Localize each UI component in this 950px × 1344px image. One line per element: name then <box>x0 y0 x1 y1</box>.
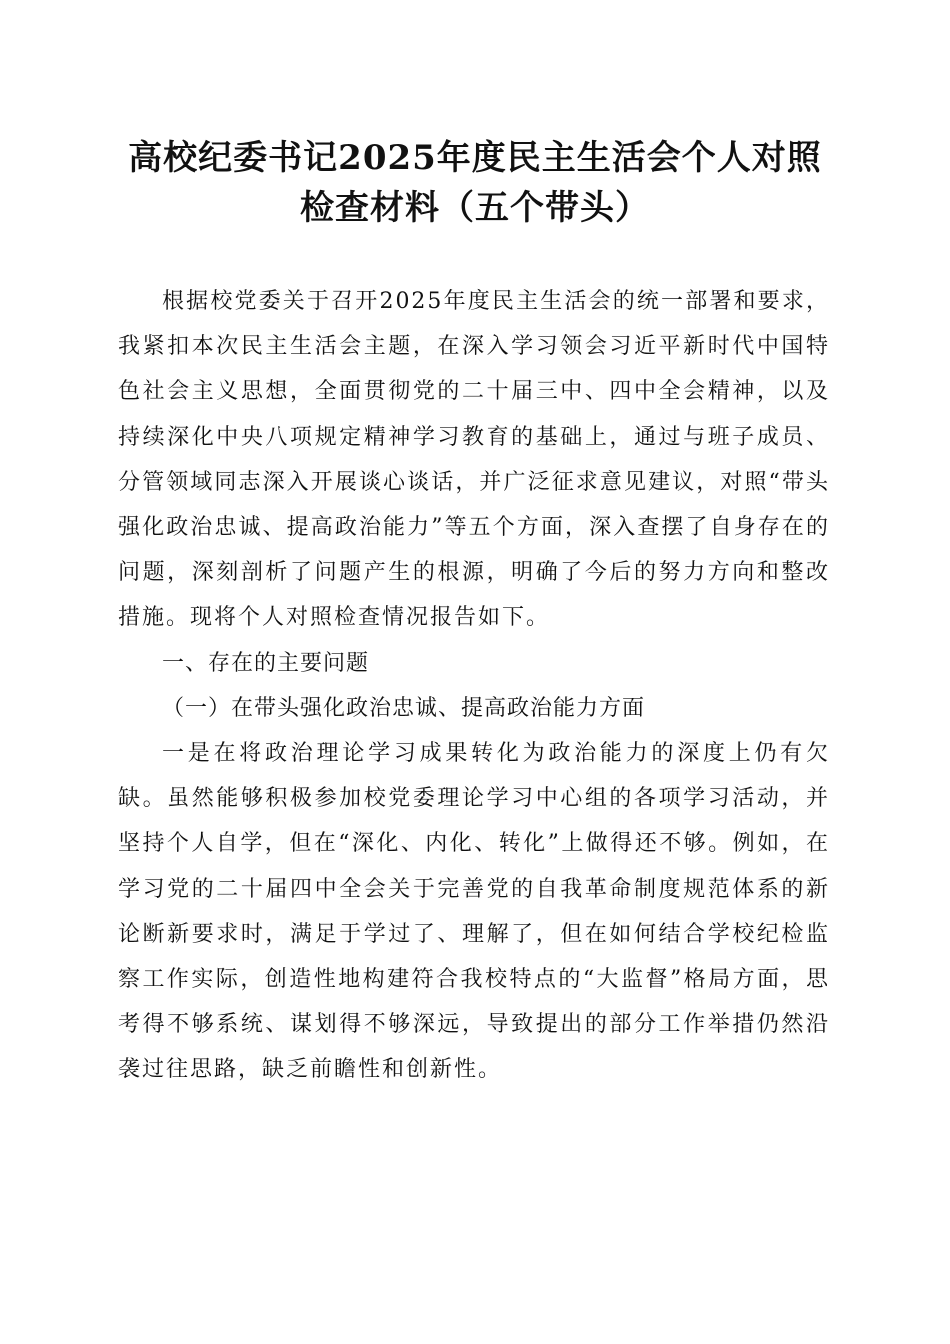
section-heading: 一、存在的主要问题 <box>162 650 370 676</box>
document-body <box>118 279 830 1093</box>
point-one-paragraph: 一是在将政治理论学习成果转化为政治能力的深度上仍有欠缺。虽然能够积极参加校党委理论学习中心组的各项学习活动，并坚持个人自学，但在“深化、内化、转化”上做得还不够。例如，在学习党的二十届四中全会关于完善党的自我革命制度规范体系的新论断新要求时，满足于学过了、理解了，但在如何结合学校纪检监察工作实际，创造性地构建符合我校特点的“大监督”格局方面，思考得不够系统、谋划得不够深远，导致提出的部分工作举措仍然沿袭过往思路，缺乏前瞻性和创新性。 <box>118 741 830 1083</box>
document-title <box>110 133 840 233</box>
title-line-2: 检查材料（五个带头） <box>300 188 650 228</box>
subsection-heading: （一）在带头强化政治忠诚、提高政治能力方面 <box>162 695 646 721</box>
title-line-1: 高校纪委书记2025年度民主生活会个人对照 <box>128 138 822 178</box>
intro-paragraph: 根据校党委关于召开2025年度民主生活会的统一部署和要求，我紧扣本次民主生活会主题，在深入学习领会习近平新时代中国特色社会主义思想，全面贯彻党的二十届三中、四中全会精神，以及持续深化中央八项规定精神学习教育的基础上，通过与班子成员、分管领域同志深入开展谈心谈话，并广泛征求意见建议，对照“带头强化政治忠诚、提高政治能力”等五个方面，深入查摆了自身存在的问题，深刻剖析了问题产生的根源，明确了今后的努力方向和整改措施。现将个人对照检查情况报告如下。 <box>118 289 830 631</box>
